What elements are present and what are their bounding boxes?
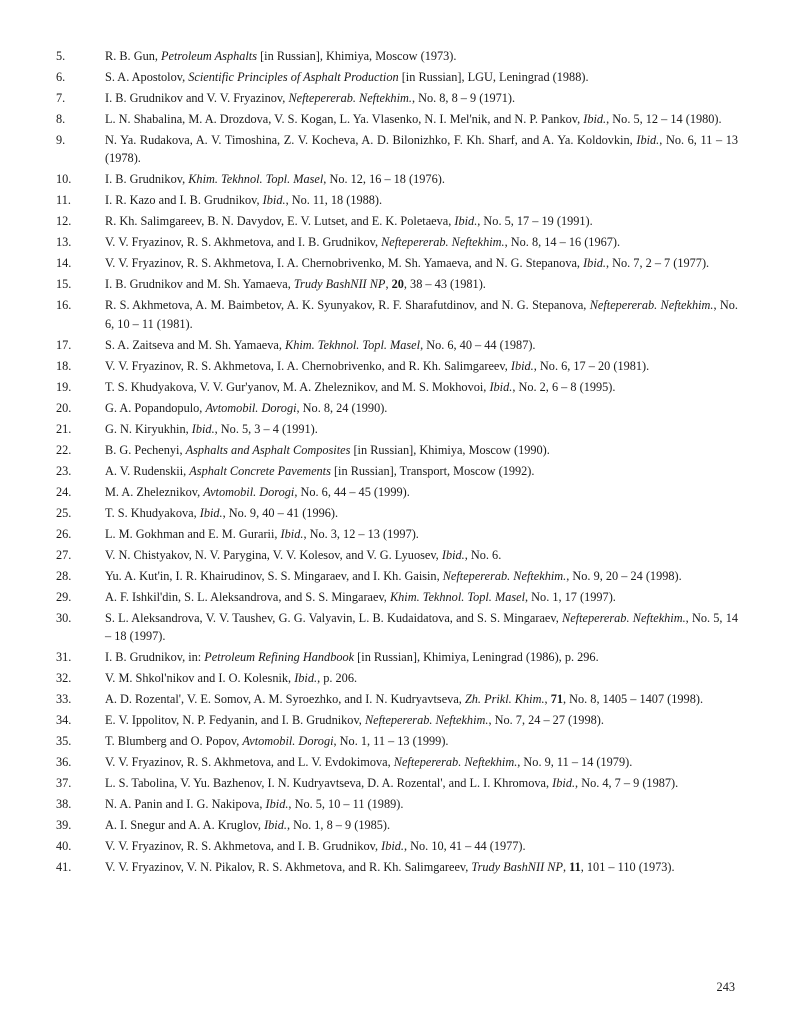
reference-segment: V. V. Fryazinov, R. S. Akhmetova, and I. B. Grudnikov, <box>105 839 382 854</box>
reference-title: Ibid. <box>510 358 534 373</box>
reference-item <box>56 254 738 272</box>
reference-number: 9. <box>56 133 66 147</box>
reference-segment: , No. 8, 24 (1990). <box>296 400 388 415</box>
reference-text <box>105 837 738 855</box>
reference-number: 7. <box>56 91 66 105</box>
reference-item <box>56 609 738 646</box>
reference-number: 39. <box>56 818 72 833</box>
reference-segment: S. A. Zaitseva and M. Sh. Yamaeva, <box>105 337 285 352</box>
reference-segment: , 38 – 43 (1981). <box>403 277 486 292</box>
reference-title: Ibid. <box>552 776 576 791</box>
reference-title: Avtomobil. Dorogi <box>242 734 334 749</box>
reference-segment: I. B. Grudnikov and M. Sh. Yamaeva, <box>105 277 294 292</box>
reference-text <box>105 399 738 417</box>
reference-number: 11. <box>56 193 71 208</box>
reference-segment: , No. 6, 40 – 44 (1987). <box>420 337 536 352</box>
reference-segment: T. S. Khudyakova, V. V. Gur'yanov, M. A. Zheleznikov, and M. S. Mokhovoi, <box>105 379 490 394</box>
reference-title: Khim. Tekhnol. Topl. Masel <box>389 589 526 604</box>
reference-segment: , p. 206. <box>317 671 358 686</box>
reference-number: 8. <box>56 112 66 126</box>
reference-title: Ibid. <box>262 193 286 208</box>
reference-segment: V. N. Chistyakov, N. V. Parygina, V. V. Kolesov, and V. G. Lyuosev, <box>105 547 442 562</box>
reference-title: Neftepererab. Neftekhim. <box>393 755 518 770</box>
reference-item <box>56 525 738 543</box>
reference-segment: , No. 5, 14 – 18 (1997). <box>105 610 738 644</box>
reference-item <box>56 816 738 834</box>
reference-title: Ibid. <box>265 797 289 812</box>
reference-number: 10. <box>56 172 72 187</box>
reference-title: Khim. Tekhnol. Topl. Masel <box>285 337 421 352</box>
reference-text <box>105 336 738 354</box>
reference-segment: , No. 4, 7 – 9 (1987). <box>575 776 679 791</box>
reference-item <box>56 170 738 188</box>
reference-segment: G. N. Kiryukhin, <box>105 421 192 436</box>
reference-number: 22. <box>56 442 72 457</box>
reference-segment: , No. 7, 2 – 7 (1977). <box>605 256 710 271</box>
reference-number: 13. <box>56 235 72 250</box>
reference-text <box>105 546 738 564</box>
reference-number: 33. <box>56 692 72 707</box>
reference-text <box>105 753 738 771</box>
reference-title: Trudy BashNII NP <box>293 277 386 292</box>
reference-segment: G. A. Popandopulo, <box>105 400 206 415</box>
reference-text <box>105 420 738 438</box>
reference-segment: , No. 7, 24 – 27 (1998). <box>488 713 604 728</box>
reference-number: 19. <box>56 379 72 394</box>
reference-text <box>105 774 738 792</box>
reference-number: 29. <box>56 589 72 604</box>
reference-text <box>105 588 738 606</box>
reference-segment: , No. 1, 8 – 9 (1985). <box>286 818 391 833</box>
reference-text <box>105 690 738 708</box>
reference-segment: A. I. Snegur and A. A. Kruglov, <box>105 818 265 833</box>
reference-title: Ibid. <box>264 818 287 833</box>
reference-segment: , No. 5, 10 – 11 (1989). <box>288 797 404 812</box>
reference-number: 26. <box>56 526 72 541</box>
reference-text <box>105 504 738 522</box>
reference-segment: I. B. Grudnikov, <box>105 172 189 187</box>
reference-number: 12. <box>56 214 72 229</box>
reference-segment: V. V. Fryazinov, R. S. Akhmetova, and L. V. Evdokimova, <box>105 755 394 770</box>
reference-title: Neftepererab. Neftekhim. <box>442 568 567 583</box>
reference-list <box>56 47 738 879</box>
reference-segment: , No. 6, 44 – 45 (1999). <box>294 484 410 499</box>
reference-item <box>56 336 738 354</box>
reference-text <box>105 441 738 459</box>
reference-title: Zh. Prikl. Khim. <box>464 692 545 707</box>
reference-segment: , No. 8, 1405 – 1407 (1998). <box>562 692 704 707</box>
reference-segment: A. V. Rudenskii, <box>105 463 190 478</box>
reference-number: 15. <box>56 277 72 292</box>
reference-text <box>105 483 738 501</box>
reference-segment: I. R. Kazo and I. B. Grudnikov, <box>105 193 263 208</box>
reference-item <box>56 441 738 459</box>
reference-title: Avtomobil. Dorogi <box>205 400 297 415</box>
reference-number: 40. <box>56 839 72 854</box>
reference-text <box>105 669 738 687</box>
reference-item <box>56 774 738 792</box>
reference-number: 24. <box>56 484 72 499</box>
reference-segment: [in Russian], Khimiya, Moscow (1990). <box>350 442 550 457</box>
reference-title: Ibid. <box>280 526 304 541</box>
reference-title: Ibid. <box>191 421 215 436</box>
page-number: 243 <box>716 980 735 994</box>
reference-title: Ibid. <box>636 133 660 147</box>
reference-segment: V. V. Fryazinov, R. S. Akhmetova, and I. B. Grudnikov, <box>105 235 382 250</box>
reference-title: Petroleum Asphalts <box>161 49 258 63</box>
reference-segment: , No. 5, 12 – 14 (1980). <box>606 112 722 126</box>
reference-title: Khim. Tekhnol. Topl. Masel <box>188 172 324 187</box>
reference-text <box>105 357 738 375</box>
reference-item <box>56 462 738 480</box>
reference-item <box>56 378 738 396</box>
reference-segment: Yu. A. Kut'in, I. R. Khairudinov, S. S. Mingaraev, and I. Kh. Gaisin, <box>105 568 443 583</box>
reference-segment: N. A. Panin and I. G. Nakipova, <box>105 797 266 812</box>
reference-segment: S. L. Aleksandrova, V. V. Taushev, G. G. Valyavin, L. B. Kudaidatova, and S. S. Mingaraev, <box>105 610 563 625</box>
reference-text <box>105 816 738 834</box>
reference-number: 18. <box>56 358 72 373</box>
reference-segment: , No. 8, 14 – 16 (1967). <box>504 235 621 250</box>
reference-title: Ibid. <box>489 379 513 394</box>
reference-segment: A. D. Rozental', V. E. Somov, A. M. Syroezhko, and I. N. Kudryavtseva, <box>105 692 465 707</box>
reference-text <box>105 110 738 128</box>
reference-text <box>105 191 738 209</box>
reference-title: Ibid. <box>583 256 606 271</box>
reference-segment: V. V. Fryazinov, R. S. Akhmetova, I. A. Chernobrivenko, and R. Kh. Salimgareev, <box>105 358 511 373</box>
reference-number: 6. <box>56 70 66 84</box>
reference-segment: , No. 6, 17 – 20 (1981). <box>533 358 650 373</box>
reference-segment: [in Russian], Khimiya, Leningrad (1986), p. 296. <box>354 650 599 665</box>
reference-segment: [in Russian], Khimiya, Moscow (1973). <box>257 49 457 63</box>
reference-segment: , No. 1, 11 – 13 (1999). <box>333 734 449 749</box>
reference-title: Petroleum Refining Handbook <box>204 650 355 665</box>
reference-segment: , No. 9, 11 – 14 (1979). <box>517 755 633 770</box>
reference-number: 14. <box>56 256 72 271</box>
reference-item <box>56 504 738 522</box>
reference-text <box>105 648 738 666</box>
reference-text <box>105 47 738 65</box>
reference-title: Trudy BashNII NP <box>471 860 563 875</box>
reference-volume: 11 <box>569 860 581 875</box>
reference-title: Neftepererab. Neftekhim. <box>562 610 686 625</box>
reference-segment: V. M. Shkol'nikov and I. O. Kolesnik, <box>105 671 295 686</box>
reference-volume: 71 <box>550 692 563 707</box>
reference-number: 38. <box>56 797 72 812</box>
reference-item <box>56 68 738 86</box>
reference-text <box>105 296 738 333</box>
reference-item <box>56 420 738 438</box>
reference-number: 23. <box>56 463 72 478</box>
reference-text <box>105 212 738 230</box>
reference-segment: , No. 5, 17 – 19 (1991). <box>477 214 593 229</box>
reference-segment: , <box>544 692 551 707</box>
reference-segment: T. Blumberg and O. Popov, <box>105 734 243 749</box>
reference-number: 20. <box>56 400 72 415</box>
reference-text <box>105 462 738 480</box>
reference-segment: , No. 9, 20 – 24 (1998). <box>566 568 682 583</box>
reference-item <box>56 483 738 501</box>
reference-segment: , No. 10, 41 – 44 (1977). <box>404 839 526 854</box>
reference-segment: , No. 2, 6 – 8 (1995). <box>512 379 616 394</box>
reference-number: 28. <box>56 568 72 583</box>
reference-number: 30. <box>56 610 72 625</box>
reference-segment: , No. 1, 17 (1997). <box>525 589 616 604</box>
reference-segment: [in Russian], Transport, Moscow (1992). <box>330 463 535 478</box>
reference-item <box>56 191 738 209</box>
reference-segment: , No. 11, 18 (1988). <box>285 193 383 208</box>
reference-item <box>56 837 738 855</box>
reference-title: Avtomobil. Dorogi <box>203 484 295 499</box>
reference-segment: L. N. Shabalina, M. A. Drozdova, V. S. Kogan, L. Ya. Vlasenko, N. I. Mel'nik, and N. P. Pankov, <box>105 112 584 126</box>
reference-item <box>56 233 738 251</box>
reference-item <box>56 711 738 729</box>
reference-segment: , No. 5, 3 – 4 (1991). <box>214 421 318 436</box>
reference-text <box>105 378 738 396</box>
reference-text <box>105 711 738 729</box>
reference-segment: , 101 – 110 (1973). <box>580 860 675 875</box>
reference-item <box>56 47 738 65</box>
reference-segment: I. B. Grudnikov and V. V. Fryazinov, <box>105 91 289 105</box>
reference-number: 17. <box>56 337 72 352</box>
reference-segment: , No. 8, 8 – 9 (1971). <box>411 91 516 105</box>
reference-segment: , No. 3, 12 – 13 (1997). <box>303 526 419 541</box>
reference-title: Ibid. <box>583 112 607 126</box>
reference-text <box>105 233 738 251</box>
reference-text <box>105 275 738 293</box>
reference-text <box>105 732 738 750</box>
reference-item <box>56 690 738 708</box>
reference-text <box>105 525 738 543</box>
reference-number: 5. <box>56 49 66 63</box>
reference-segment: N. Ya. Rudakova, A. V. Timoshina, Z. V. Kocheva, A. D. Bilonizhko, F. Kh. Sharf, and A. Ya. Koldovkin, <box>105 133 637 147</box>
reference-segment: , <box>385 277 392 292</box>
reference-segment: V. V. Fryazinov, R. S. Akhmetova, I. A. Chernobrivenko, M. Sh. Yamaeva, and N. G. Stepanova, <box>105 256 584 271</box>
reference-number: 25. <box>56 505 72 520</box>
reference-number: 16. <box>56 298 72 313</box>
reference-item <box>56 399 738 417</box>
reference-text <box>105 609 738 646</box>
reference-number: 31. <box>56 650 72 665</box>
reference-text <box>105 567 738 585</box>
reference-volume: 20 <box>391 277 404 292</box>
reference-item <box>56 669 738 687</box>
reference-title: Ibid. <box>381 839 404 854</box>
reference-text <box>105 89 738 107</box>
reference-item <box>56 858 738 876</box>
reference-segment: M. A. Zheleznikov, <box>105 484 204 499</box>
reference-number: 32. <box>56 671 72 686</box>
reference-title: Ibid. <box>199 505 223 520</box>
reference-segment: [in Russian], LGU, Leningrad (1988). <box>398 70 589 84</box>
reference-segment: , No. 6, 10 – 11 (1981). <box>105 298 738 331</box>
reference-item <box>56 588 738 606</box>
reference-segment: L. M. Gokhman and E. M. Gurarii, <box>105 526 281 541</box>
reference-text <box>105 170 738 188</box>
reference-number: 36. <box>56 755 72 770</box>
reference-title: Ibid. <box>441 547 465 562</box>
reference-segment: R. B. Gun, <box>105 49 162 63</box>
reference-segment: , No. 12, 16 – 18 (1976). <box>323 172 445 187</box>
reference-title: Ibid. <box>294 671 318 686</box>
reference-segment: B. G. Pechenyi, <box>105 442 186 457</box>
reference-title: Scientific Principles of Asphalt Production <box>188 70 399 84</box>
reference-title: Neftepererab. Neftekhim. <box>288 91 412 105</box>
reference-title: Ibid. <box>454 214 478 229</box>
reference-title: Neftepererab. Neftekhim. <box>364 713 489 728</box>
reference-title: Neftepererab. Neftekhim. <box>589 298 714 313</box>
reference-item <box>56 131 738 168</box>
reference-segment: E. V. Ippolitov, N. P. Fedyanin, and I. B. Grudnikov, <box>105 713 365 728</box>
reference-item <box>56 753 738 771</box>
reference-item <box>56 546 738 564</box>
reference-segment: , <box>562 860 570 875</box>
reference-item <box>56 732 738 750</box>
reference-segment: A. F. Ishkil'din, S. L. Aleksandrova, and S. S. Mingaraev, <box>105 589 390 604</box>
reference-text <box>105 795 738 813</box>
reference-item <box>56 567 738 585</box>
reference-text <box>105 131 738 168</box>
reference-item <box>56 296 738 333</box>
reference-number: 21. <box>56 421 72 436</box>
reference-title: Asphalt Concrete Pavements <box>189 463 331 478</box>
reference-number: 27. <box>56 547 72 562</box>
reference-text <box>105 858 738 876</box>
reference-segment: R. Kh. Salimgareev, B. N. Davydov, E. V. Lutset, and E. K. Poletaeva, <box>105 214 455 229</box>
reference-text <box>105 254 738 272</box>
reference-segment: I. B. Grudnikov, in: <box>105 650 205 665</box>
reference-item <box>56 212 738 230</box>
reference-number: 35. <box>56 734 72 749</box>
reference-title: Neftepererab. Neftekhim. <box>381 235 505 250</box>
reference-number: 41. <box>56 860 72 875</box>
reference-segment: L. S. Tabolina, V. Yu. Bazhenov, I. N. Kudryavtseva, D. A. Rozental', and L. I. Khromova, <box>105 776 553 791</box>
reference-segment: , No. 6. <box>464 547 502 562</box>
reference-item <box>56 110 738 128</box>
reference-number: 34. <box>56 713 72 728</box>
reference-segment: T. S. Khudyakova, <box>105 505 200 520</box>
reference-segment: S. A. Apostolov, <box>105 70 189 84</box>
reference-text <box>105 68 738 86</box>
reference-title: Asphalts and Asphalt Composites <box>185 442 351 457</box>
reference-item <box>56 89 738 107</box>
reference-segment: V. V. Fryazinov, V. N. Pikalov, R. S. Akhmetova, and R. Kh. Salimgareev, <box>105 860 472 875</box>
reference-item <box>56 357 738 375</box>
reference-item <box>56 648 738 666</box>
reference-segment: , No. 9, 40 – 41 (1996). <box>222 505 339 520</box>
reference-segment: R. S. Akhmetova, A. M. Baimbetov, A. K. Syunyakov, R. F. Sharafutdinov, and N. G. Stepanova, <box>105 298 590 313</box>
reference-segment: , No. 6, 11 – 13 (1978). <box>105 133 739 166</box>
reference-item <box>56 795 738 813</box>
reference-number: 37. <box>56 776 72 791</box>
reference-item <box>56 275 738 293</box>
